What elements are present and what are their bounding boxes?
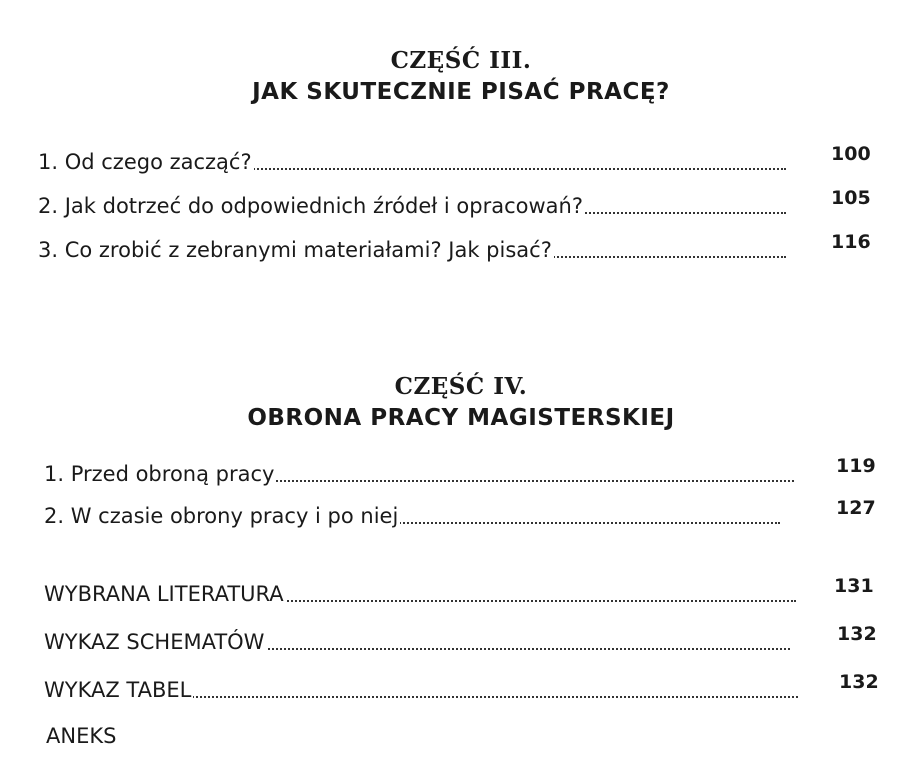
toc-entry-part3-2 xyxy=(38,187,878,220)
toc-entry-label: 2. Jak dotrzeć do odpowiednich źródeł i opracowań? xyxy=(38,194,583,218)
part4-title: CZĘŚĆ IV. xyxy=(394,373,528,400)
toc-entry-text xyxy=(44,580,796,608)
toc-entry-label: WYKAZ TABEL xyxy=(44,678,192,702)
toc-page-number: 116 xyxy=(831,231,871,253)
part4-heading xyxy=(0,372,922,434)
toc-page-number: 119 xyxy=(836,455,876,477)
part3-subtitle: JAK SKUTECZNIE PISAĆ PRACĘ? xyxy=(252,79,670,105)
toc-entry-literature xyxy=(44,575,884,608)
toc-page-number: 100 xyxy=(831,143,871,165)
toc-entry-tables xyxy=(44,671,884,704)
toc-entry-label: WYBRANA LITERATURA xyxy=(44,582,284,606)
part3-title: CZĘŚĆ III. xyxy=(390,47,532,74)
toc-entry-part4-1 xyxy=(44,455,884,488)
toc-page-number: 105 xyxy=(831,187,871,209)
part4-subtitle: OBRONA PRACY MAGISTERSKIEJ xyxy=(247,405,675,431)
toc-page-number: 132 xyxy=(839,671,879,693)
toc-entry-text xyxy=(44,676,798,704)
toc-entry-text xyxy=(44,460,794,488)
toc-entry-label: 1. Przed obroną pracy xyxy=(44,462,275,486)
toc-entry-schemas xyxy=(44,623,884,656)
toc-entry-text xyxy=(38,192,786,220)
toc-entry-annex: ANEKS xyxy=(46,724,117,748)
toc-page-number: 132 xyxy=(837,623,877,645)
toc-entry-text xyxy=(44,502,780,530)
part3-heading xyxy=(0,46,922,108)
toc-entry-label: 1. Od czego zacząć? xyxy=(38,150,252,174)
toc-page-number: 131 xyxy=(834,575,874,597)
toc-entry-label: WYKAZ SCHEMATÓW xyxy=(44,630,265,654)
toc-entry-label: 2. W czasie obrony pracy i po niej xyxy=(44,504,399,528)
toc-entry-label: 3. Co zrobić z zebranymi materiałami? Jak pisać? xyxy=(38,238,552,262)
toc-entry-part4-2 xyxy=(44,497,884,530)
toc-entry-part3-1 xyxy=(38,143,878,176)
toc-entry-part3-3 xyxy=(38,231,878,264)
toc-entry-text xyxy=(38,148,786,176)
toc-entry-text xyxy=(44,628,790,656)
toc-entry-text xyxy=(38,236,786,264)
toc-page-number: 127 xyxy=(836,497,876,519)
